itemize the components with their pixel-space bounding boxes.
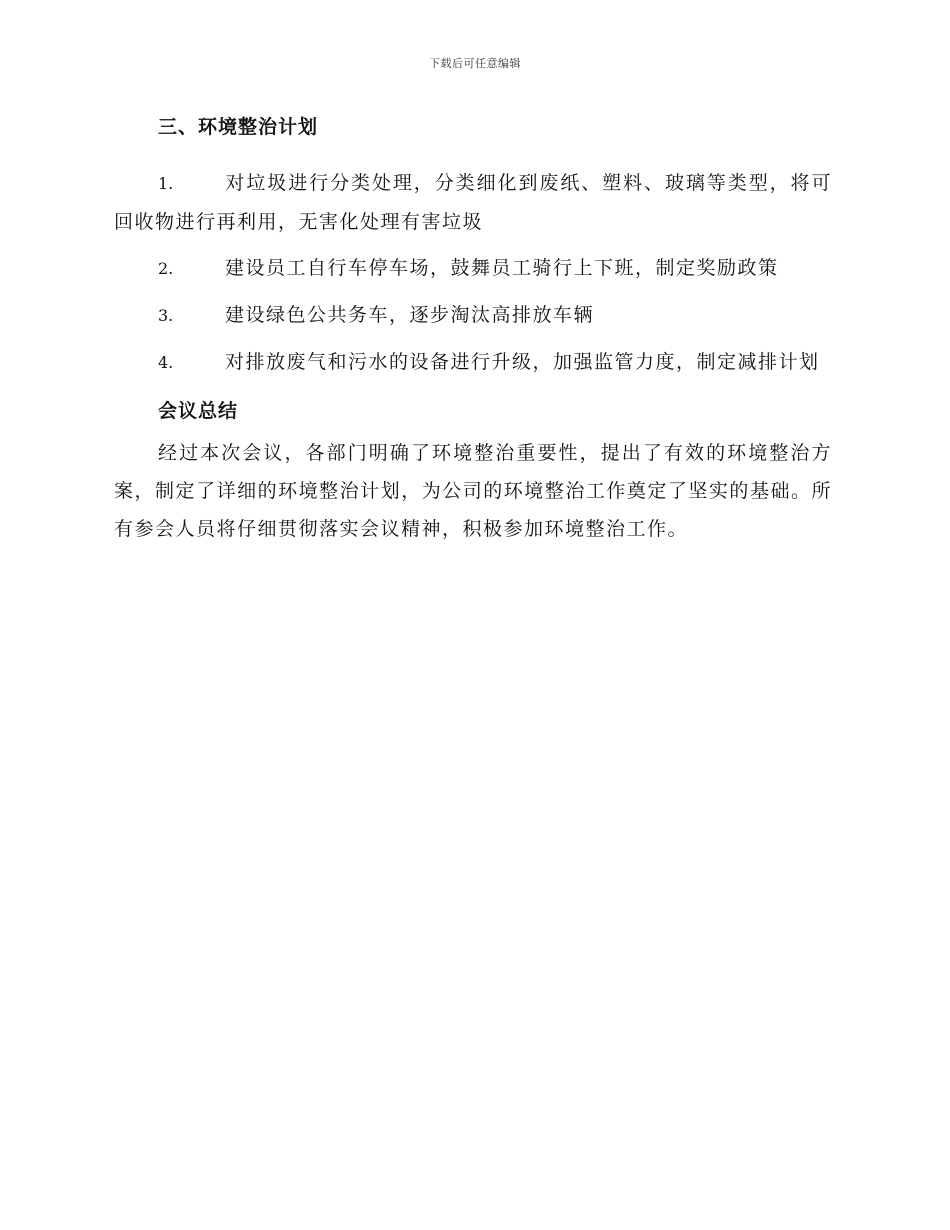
list-item-text: 对排放废气和污水的设备进行升级，加强监管力度，制定减排计划 [225,351,820,373]
list-item-text: 建设绿色公共务车，逐步淘汰高排放车辆 [225,304,595,326]
summary-heading: 会议总结 [158,400,239,422]
list-item [114,164,832,241]
list-item-number: 1. [158,174,174,193]
list-item-number: 3. [158,306,174,325]
list-item [114,296,832,335]
list-item [114,343,832,382]
list-item-number: 4. [158,353,174,372]
document-body [114,110,832,548]
section-heading: 三、环境整治计划 [158,116,319,138]
list-item-text: 建设员工自行车停车场，鼓舞员工骑行上下班，制定奖励政策 [225,257,779,279]
header-note: 下载后可任意编辑 [429,57,521,70]
list-item [114,249,832,288]
list-item-number: 2. [158,259,174,278]
list-item-text: 对垃圾进行分类处理，分类细化到废纸、塑料、玻璃等类型，将可回收物进行再利用，无害化处理有害垃圾 [114,172,832,233]
summary-paragraph: 经过本次会议，各部门明确了环境整治重要性，提出了有效的环境整治方案，制定了详细的环境整治计划，为公司的环境整治工作奠定了坚实的基础。所有参会人员将仔细贯彻落实会议精神，积极参加环境整治工作。 [114,442,832,540]
